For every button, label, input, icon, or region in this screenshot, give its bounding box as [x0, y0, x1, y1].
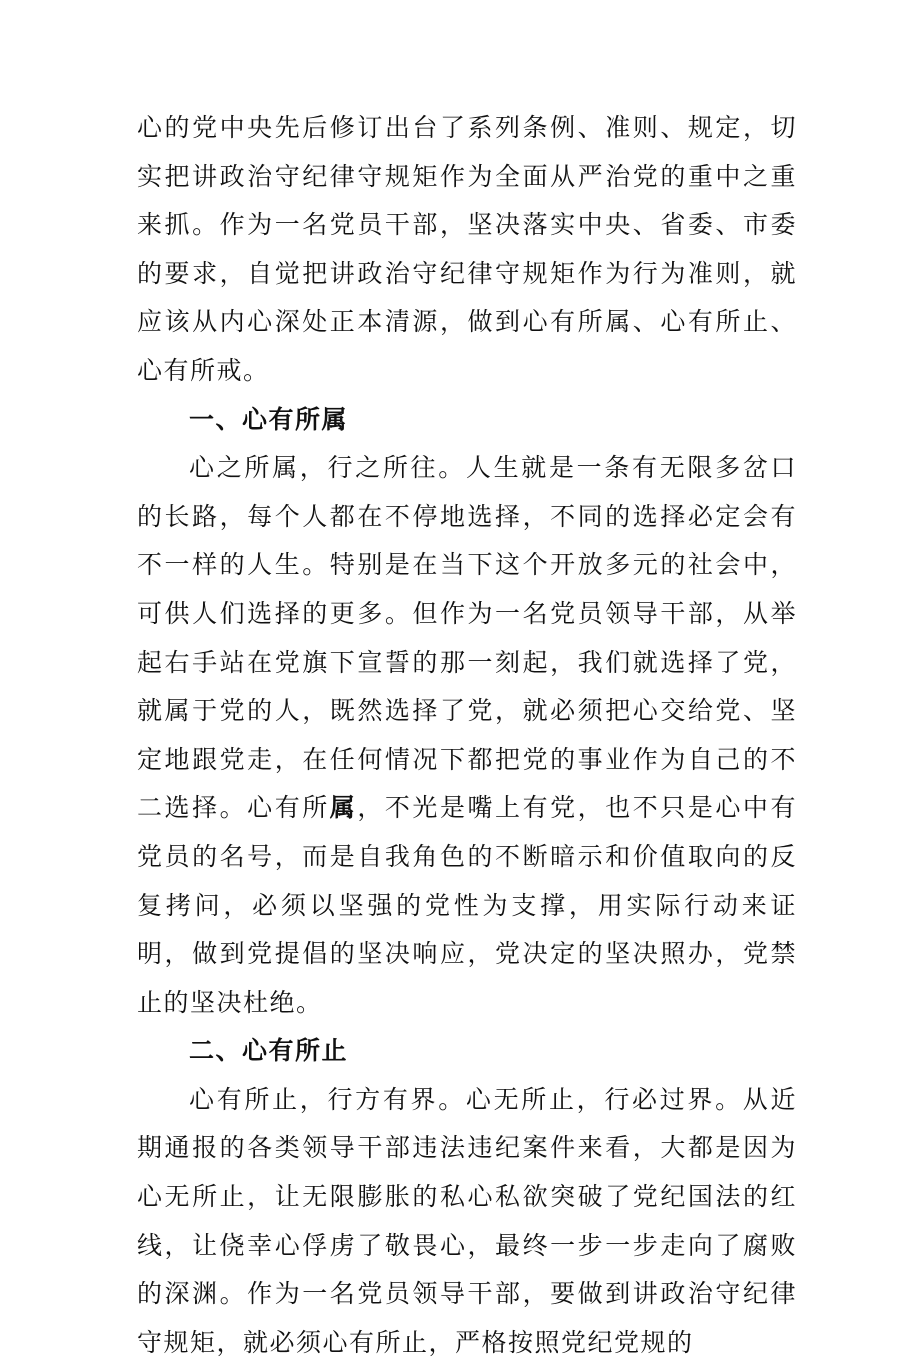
section1-text-part2: ，不光是嘴上有党，也不只是心中有党员的名号，而是自我角色的不断暗示和价值取向的反复拷问，必须以坚强的党性为支撑，用实际行动来证明，做到党提倡的坚决响应，党决定的坚决照办，党禁止的坚决杜绝。: [137, 793, 797, 1017]
intro-paragraph: 心的党中央先后修订出台了系列条例、准则、规定，切实把讲政治守纪律守规矩作为全面从严治党的重中之重来抓。作为一名党员干部，坚决落实中央、省委、市委的要求，自觉把讲政治守纪律守规矩作为行为准则，就应该从内心深处正本清源，做到心有所属、心有所止、心有所戒。: [137, 113, 797, 385]
section-heading-2: 二、心有所止: [189, 1036, 349, 1066]
section1-paragraph: [137, 444, 797, 1027]
section1-bold-char: 属: [329, 793, 358, 823]
section1-text-part1: 心之所属，行之所往。人生就是一条有无限多岔口的长路，每个人都在不停地选择，不同的选择必定会有不一样的人生。特别是在当下这个开放多元的社会中，可供人们选择的更多。但作为一名党员领导干部，从举起右手站在党旗下宣誓的那一刻起，我们就选择了党，就属于党的人，既然选择了党，就必须把心交给党、坚定地跟党走，在任何情况下都把党的事业作为自己的不二选择。心有所: [137, 453, 797, 823]
section2-paragraph: 心有所止，行方有界。心无所止，行必过界。从近期通报的各类领导干部违法违纪案件来看，大都是因为心无所止，让无限膨胀的私心私欲突破了党纪国法的红线，让侥幸心俘虏了敬畏心，最终一步一步走向了腐败的深渊。作为一名党员领导干部，要做到讲政治守纪律守规矩，就必须心有所止，严格按照党纪党规的: [137, 1084, 797, 1357]
document-body: [137, 104, 797, 1367]
section-heading-1: 一、心有所属: [189, 404, 349, 434]
